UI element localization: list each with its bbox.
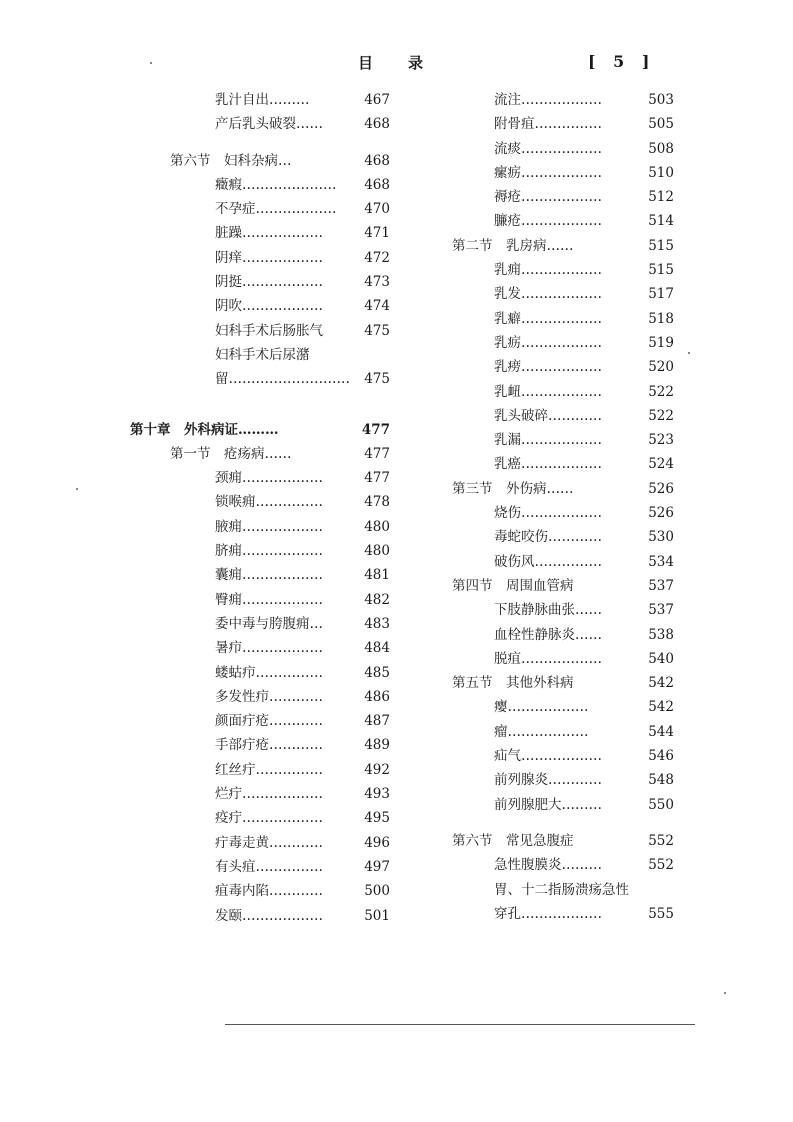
toc-page-number: 522: [648, 407, 674, 424]
toc-page-number: 468: [364, 152, 390, 169]
toc-page-number: 552: [648, 857, 674, 874]
toc-page-number: 544: [648, 723, 674, 740]
toc-page-number: 482: [364, 591, 390, 608]
toc-entry-title: 阴痒………………: [215, 249, 323, 266]
toc-item-row: [130, 88, 390, 112]
toc-entry-title: 胃、十二指肠溃疡急性: [494, 881, 629, 898]
toc-page-number: 537: [648, 602, 674, 619]
toc-entry-title: 蝼蛄疖……………: [215, 664, 323, 681]
toc-spacer: [130, 392, 390, 418]
toc-item-row: [130, 782, 390, 806]
toc-entry-title: 第五节 其他外科病: [452, 675, 574, 692]
toc-entry-title: 手部疔疮…………: [215, 737, 323, 754]
toc-entry-title: 红丝疔……………: [215, 761, 323, 778]
toc-item-row: [444, 404, 674, 428]
toc-item-row: [444, 793, 674, 817]
toc-page-number: 510: [648, 164, 674, 181]
toc-item-row: [130, 197, 390, 221]
toc-entry-title: 囊痈………………: [215, 567, 323, 584]
toc-entry-title: 前列腺炎…………: [494, 772, 602, 789]
scan-speck: [150, 62, 152, 64]
toc-section-row: [444, 234, 674, 258]
toc-entry-title: 疔毒走黄…………: [215, 834, 323, 851]
toc-entry-title: 多发性疖…………: [215, 688, 323, 705]
toc-entry-title: 烧伤………………: [494, 505, 602, 522]
toc-page-number: 519: [648, 334, 674, 351]
scan-speck: [76, 488, 78, 490]
toc-entry-title: 不孕症………………: [215, 201, 337, 218]
toc-item-row: [130, 563, 390, 587]
toc-item-row: [130, 831, 390, 855]
toc-item-row: [444, 185, 674, 209]
toc-page-number: 480: [364, 543, 390, 560]
toc-page-number: 526: [648, 505, 674, 522]
toc-item-row: [130, 904, 390, 928]
toc-entry-title: 第一节 疮疡病……: [170, 445, 292, 462]
toc-page-number: 489: [364, 737, 390, 754]
toc-page-number: 526: [648, 480, 674, 497]
toc-item-row: [444, 550, 674, 574]
toc-page-number: 555: [648, 905, 674, 922]
toc-section-row: [444, 671, 674, 695]
toc-entry-title: 臀痈………………: [215, 591, 323, 608]
toc-page-number: 474: [364, 298, 390, 315]
toc-item-row: [444, 112, 674, 136]
toc-page-number: 522: [648, 383, 674, 400]
toc-page-number: 475: [364, 322, 390, 339]
toc-item-row: [130, 221, 390, 245]
toc-item-row: [444, 307, 674, 331]
toc-page-number: 508: [648, 140, 674, 157]
toc-page-number: 496: [364, 834, 390, 851]
toc-entry-title: 烂疔………………: [215, 786, 323, 803]
toc-page-number: 530: [648, 529, 674, 546]
toc-page-number: 518: [648, 310, 674, 327]
toc-entry-title: 瘤………………: [494, 723, 589, 740]
toc-entry-title: 臁疮………………: [494, 213, 602, 230]
toc-page-number: 471: [364, 225, 390, 242]
toc-item-row: [130, 685, 390, 709]
toc-item-row: [130, 661, 390, 685]
toc-item-row: [444, 209, 674, 233]
toc-page-number: 540: [648, 650, 674, 667]
toc-entry-title: 褥疮………………: [494, 189, 602, 206]
toc-page-number: 503: [648, 92, 674, 108]
toc-page-number: 477: [364, 445, 390, 462]
header-page-number: [ 5 ]: [588, 52, 656, 71]
toc-item-row: [444, 161, 674, 185]
toc-page-number: 485: [364, 664, 390, 681]
toc-page-number: 505: [648, 116, 674, 133]
toc-page-number: 468: [364, 116, 390, 133]
toc-entry-title: 暑疖………………: [215, 640, 323, 657]
toc-item-row: [444, 282, 674, 306]
toc-section-row: [444, 574, 674, 598]
toc-entry-title: 急性腹膜炎………: [494, 857, 602, 874]
toc-page-number: 542: [648, 675, 674, 692]
toc-entry-title: 流痰………………: [494, 140, 602, 157]
toc-left-column: [130, 88, 390, 928]
toc-entry-title: 阴吹………………: [215, 298, 323, 315]
toc-entry-title: 下肢静脉曲张……: [494, 602, 602, 619]
toc-entry-title: 第六节 妇科杂病…: [170, 152, 292, 169]
toc-entry-title: 阴挺………………: [215, 274, 323, 291]
toc-page-number: 468: [364, 176, 390, 193]
toc-item-row: [444, 768, 674, 792]
toc-entry-title: 第二节 乳房病……: [452, 237, 574, 254]
toc-page-number: 538: [648, 626, 674, 643]
toc-item-row: [130, 490, 390, 514]
toc-entry-title: 瘰疬………………: [494, 164, 602, 181]
toc-entry-title: 破伤风……………: [494, 553, 602, 570]
toc-page-number: 486: [364, 688, 390, 705]
toc-entry-title: 乳癖………………: [494, 310, 602, 327]
toc-item-row: [444, 525, 674, 549]
toc-item-row: [130, 367, 390, 391]
toc-item-row: [130, 709, 390, 733]
toc-item-row: [444, 598, 674, 622]
toc-page-number: 546: [648, 748, 674, 765]
footer-rule: [225, 1024, 695, 1025]
toc-item-row: [130, 588, 390, 612]
toc-item-row: [130, 246, 390, 270]
toc-item-row: [444, 258, 674, 282]
toc-page-number: 472: [364, 249, 390, 266]
toc-page-number: 470: [364, 201, 390, 218]
toc-page-number: 501: [364, 907, 390, 924]
toc-page-number: 550: [648, 796, 674, 813]
toc-entry-title: 疫疔………………: [215, 810, 323, 827]
toc-entry-title: 有头疽……………: [215, 858, 323, 875]
toc-page-number: 542: [648, 699, 674, 716]
toc-entry-title: 流注………………: [494, 92, 602, 108]
toc-page-number: 512: [648, 189, 674, 206]
toc-entry-title: 前列腺肥大………: [494, 796, 602, 813]
toc-page-number: 484: [364, 640, 390, 657]
toc-item-row: [130, 539, 390, 563]
toc-item-row: [130, 515, 390, 539]
toc-item-row: [444, 501, 674, 525]
toc-entry-title: 脏躁………………: [215, 225, 323, 242]
toc-entry-title: 颈痈………………: [215, 470, 323, 487]
toc-entry-title: 委中毒与胯腹痈…: [215, 615, 323, 632]
toc-entry-title: 发颐………………: [215, 907, 323, 924]
toc-section-row: [130, 149, 390, 173]
toc-entry-title: 腋痈………………: [215, 518, 323, 535]
toc-page-number: 548: [648, 772, 674, 789]
toc-page-number: 477: [364, 470, 390, 487]
toc-entry-title: 妇科手术后肠胀气: [215, 322, 323, 339]
toc-page-number: 500: [364, 883, 390, 900]
toc-item-row: [444, 88, 674, 112]
toc-item-row: [130, 466, 390, 490]
toc-entry-title: 疝气………………: [494, 748, 602, 765]
toc-item-row: [444, 902, 674, 926]
toc-entry-title: 乳癌………………: [494, 456, 602, 473]
toc-entry-title: 锁喉痈……………: [215, 494, 323, 511]
toc-section-row: [130, 442, 390, 466]
toc-entry-title: 第六节 常见急腹症: [452, 832, 574, 849]
toc-item-row: [130, 112, 390, 136]
toc-item-row: [444, 428, 674, 452]
toc-entry-title: 产后乳头破裂……: [215, 116, 323, 133]
toc-entry-title: 乳汁自出………: [215, 92, 310, 108]
toc-item-row: [444, 647, 674, 671]
scan-speck: [724, 992, 726, 994]
toc-item-row: [444, 623, 674, 647]
toc-entry-title: 颜面疔疮…………: [215, 713, 323, 730]
toc-entry-title: 乳痨………………: [494, 359, 602, 376]
toc-page-number: 523: [648, 432, 674, 449]
toc-page-number: 481: [364, 567, 390, 584]
toc-entry-title: 第四节 周围血管病: [452, 577, 574, 594]
toc-page-number: 493: [364, 786, 390, 803]
toc-item-row: [444, 744, 674, 768]
toc-entry-title: 乳衄………………: [494, 383, 602, 400]
toc-entry-title: 穿孔………………: [494, 905, 602, 922]
toc-entry-title: 留………………………: [215, 371, 350, 388]
toc-section-row: [444, 829, 674, 853]
toc-entry-title: 毒蛇咬伤…………: [494, 529, 602, 546]
toc-item-row: [130, 294, 390, 318]
toc-item-row: [130, 612, 390, 636]
toc-entry-title: 妇科手术后尿潴: [215, 346, 310, 363]
toc-page-number: 534: [648, 553, 674, 570]
toc-item-row: [444, 878, 674, 902]
toc-item-row: [130, 806, 390, 830]
toc-item-row: [444, 137, 674, 161]
toc-entry-title: 第三节 外伤病……: [452, 480, 574, 497]
toc-entry-title: 乳发………………: [494, 286, 602, 303]
header-title-left: 目: [358, 54, 374, 72]
toc-page-number: 515: [648, 237, 674, 254]
toc-item-row: [444, 380, 674, 404]
toc-item-row: [130, 270, 390, 294]
toc-item-row: [130, 636, 390, 660]
toc-page-number: 483: [364, 615, 390, 632]
header-title-right: 录: [408, 54, 424, 72]
toc-page-number: 467: [364, 92, 390, 108]
toc-item-row: [444, 720, 674, 744]
toc-entry-title: 脱疽………………: [494, 650, 602, 667]
toc-item-row: [130, 173, 390, 197]
toc-entry-title: 乳疬………………: [494, 334, 602, 351]
toc-page-number: 517: [648, 286, 674, 303]
toc-page-number: 478: [364, 494, 390, 511]
toc-entry-title: 瘿………………: [494, 699, 589, 716]
toc-page-number: 487: [364, 713, 390, 730]
toc-page-number: 477: [361, 421, 390, 438]
toc-spacer: [130, 137, 390, 149]
toc-page-number: 497: [364, 858, 390, 875]
toc-page-number: 552: [648, 832, 674, 849]
toc-page-number: 515: [648, 262, 674, 279]
toc-entry-title: 疽毒内陷…………: [215, 883, 323, 900]
toc-page-number: 537: [648, 577, 674, 594]
toc-spacer: [444, 817, 674, 829]
toc-item-row: [130, 879, 390, 903]
toc-item-row: [130, 343, 390, 367]
toc-page-number: 520: [648, 359, 674, 376]
toc-item-row: [130, 758, 390, 782]
toc-item-row: [130, 319, 390, 343]
toc-entry-title: 癥瘕…………………: [215, 176, 337, 193]
toc-entry-title: 乳头破碎…………: [494, 407, 602, 424]
toc-right-column: [444, 88, 674, 926]
scan-speck: [688, 352, 690, 354]
toc-item-row: [444, 452, 674, 476]
toc-item-row: [130, 855, 390, 879]
toc-page-number: 475: [364, 371, 390, 388]
toc-page-number: 524: [648, 456, 674, 473]
toc-page-number: 514: [648, 213, 674, 230]
toc-item-row: [444, 355, 674, 379]
toc-entry-title: 附骨疽……………: [494, 116, 602, 133]
toc-section-row: [444, 477, 674, 501]
toc-entry-title: 乳漏………………: [494, 432, 602, 449]
toc-entry-title: 乳痈………………: [494, 262, 602, 279]
toc-item-row: [444, 853, 674, 877]
toc-page-number: 495: [364, 810, 390, 827]
toc-page-number: 480: [364, 518, 390, 535]
toc-chapter-row: [130, 418, 390, 442]
toc-item-row: [444, 331, 674, 355]
toc-entry-title: 血栓性静脉炎……: [494, 626, 602, 643]
toc-entry-title: 第十章 外科病证………: [130, 421, 279, 438]
toc-page-number: 492: [364, 761, 390, 778]
toc-item-row: [444, 695, 674, 719]
page-header: [0, 52, 793, 76]
toc-page-number: 473: [364, 274, 390, 291]
toc-entry-title: 脐痈………………: [215, 543, 323, 560]
toc-item-row: [130, 733, 390, 757]
